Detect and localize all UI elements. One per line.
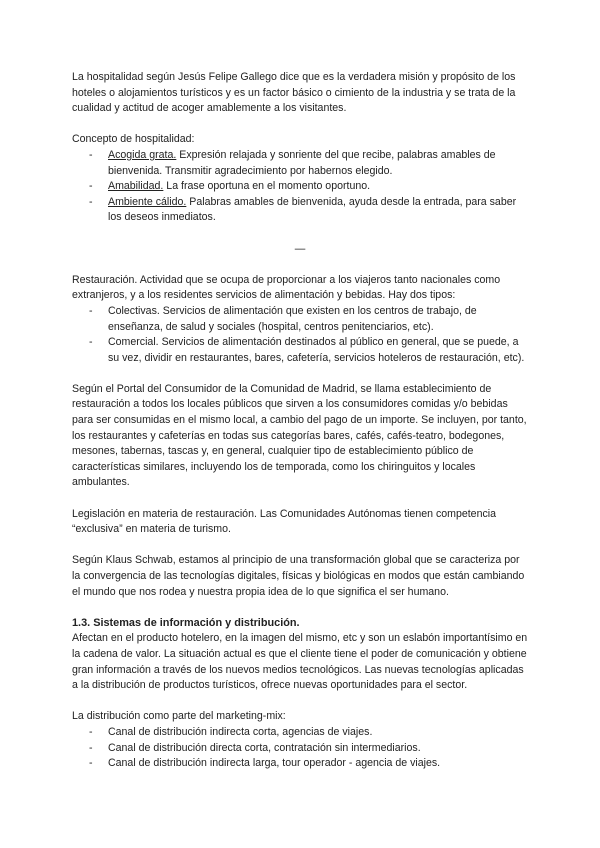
separator-dash: — [294,242,306,255]
term-amabilidad-text: La frase oportuna en el momento oportuno. [163,180,371,193]
list-item [72,148,528,179]
restauracion-list [72,304,528,366]
dash-bullet: - [89,336,93,349]
distribution-list [72,725,528,772]
channel-item: Canal de distribución indirecta larga, tour operador - agencia de viajes. [108,757,441,770]
legislacion-paragraph: Legislación en materia de restauración. Las Comunidades Autónomas tienen competencia “exclusiva” en materia de turismo. [72,507,497,536]
spacer [72,226,528,242]
spacer [72,538,528,554]
dash-bullet: - [89,725,93,738]
spacer [72,600,528,616]
dash-bullet: - [89,304,93,317]
list-item [72,741,528,757]
list-item [72,335,528,366]
list-item [72,304,528,335]
concept-heading: Concepto de hospitalidad: [72,133,195,146]
hospitality-list [72,148,528,226]
term-amabilidad: Amabilidad. [108,180,164,193]
restauracion-intro: Restauración. Actividad que se ocupa de proporcionar a los viajeros tanto nacionales como extranjeros, y a los residentes servicios de alimentación y bebidas. Hay dos tipos: [72,273,501,302]
portal-paragraph: Según el Portal del Consumidor de la Comunidad de Madrid, se llama establecimiento de restauración a todos los locales públicos que sirven a los consumidores comidas y/o bebidas para ser consumidas en el mismo local, a cambio del pago de un importe. Se incluyen, por tanto, los restaurantes y cafeterías en todas sus categorías bares, cafés, cafés-teatro, bodegones, mesones, tabernas, tascas y, en general, cualquier tipo de establecimiento público de características similares, incluyendo los de temporada, como los chiringuitos y locales ambulantes. [72,382,527,489]
section-body: Afectan en el producto hotelero, en la imagen del mismo, etc y son un eslabón importantísimo en la cadena de valor. La situación actual es que el cliente tiene el poder de comunicación y obtiene gran información a través de los nuevos medios tecnológicos. Las nuevas tecnologías aplicadas a la distribución de productos turísticos, ofrece nuevas oportunidades para el sector. [72,632,528,692]
section-heading: 1.3. Sistemas de información y distribución. [72,616,300,629]
spacer [72,694,528,710]
channel-item: Canal de distribución indirecta corta, agencias de viajes. [108,725,373,738]
schwab-paragraph: Según Klaus Schwab, estamos al principio de una transformación global que se caracteriza por la convergencia de las tecnologías digitales, físicas y biológicas en modos que están cambiando el mundo que nos rodea y nuestra propia idea de lo que significa el ser humano. [72,554,525,598]
channel-item: Canal de distribución directa corta, contratación sin intermediarios. [108,741,421,754]
spacer [72,366,528,382]
spacer [72,117,528,133]
distribution-heading: La distribución como parte del marketing-mix: [72,710,286,723]
term-acogida-text: Expresión relajada y sonriente del que recibe, palabras amables de bienvenida. Transmitir agradecimiento por habernos elegido. [108,148,496,177]
restauracion-colectivas: Colectivas. Servicios de alimentación que existen en los centros de trabajo, de enseñanza, de salud y sociales (hospital, centros penitenciarios, etc). [108,304,477,333]
term-ambiente-text: Palabras amables de bienvenida, ayuda desde la entrada, para saber los deseos inmediatos. [108,195,517,224]
list-item [72,725,528,741]
restauracion-comercial: Comercial. Servicios de alimentación destinados al público en general, que se puede, a su vez, dividir en restaurantes, bares, cafetería, servicios hoteleros de restauración, etc). [108,336,525,364]
spacer [72,257,528,273]
dash-bullet: - [89,148,93,161]
spacer [72,491,528,507]
dash-bullet: - [89,195,93,208]
section-separator [72,242,528,258]
list-item [72,756,528,772]
term-ambiente: Ambiente cálido. [108,195,187,208]
dash-bullet: - [89,180,93,193]
term-acogida: Acogida grata. [108,148,177,161]
dash-bullet: - [89,741,93,754]
document-page [72,70,528,772]
dash-bullet: - [89,757,93,770]
list-item [72,195,528,226]
hospitality-intro: La hospitalidad según Jesús Felipe Gallego dice que es la verdadera misión y propósito de los hoteles o alojamientos turísticos y es un factor básico o cimiento de la industria y se trata de la cualidad y actitud de acoger amablemente a los visitantes. [72,71,516,115]
list-item [72,179,528,195]
